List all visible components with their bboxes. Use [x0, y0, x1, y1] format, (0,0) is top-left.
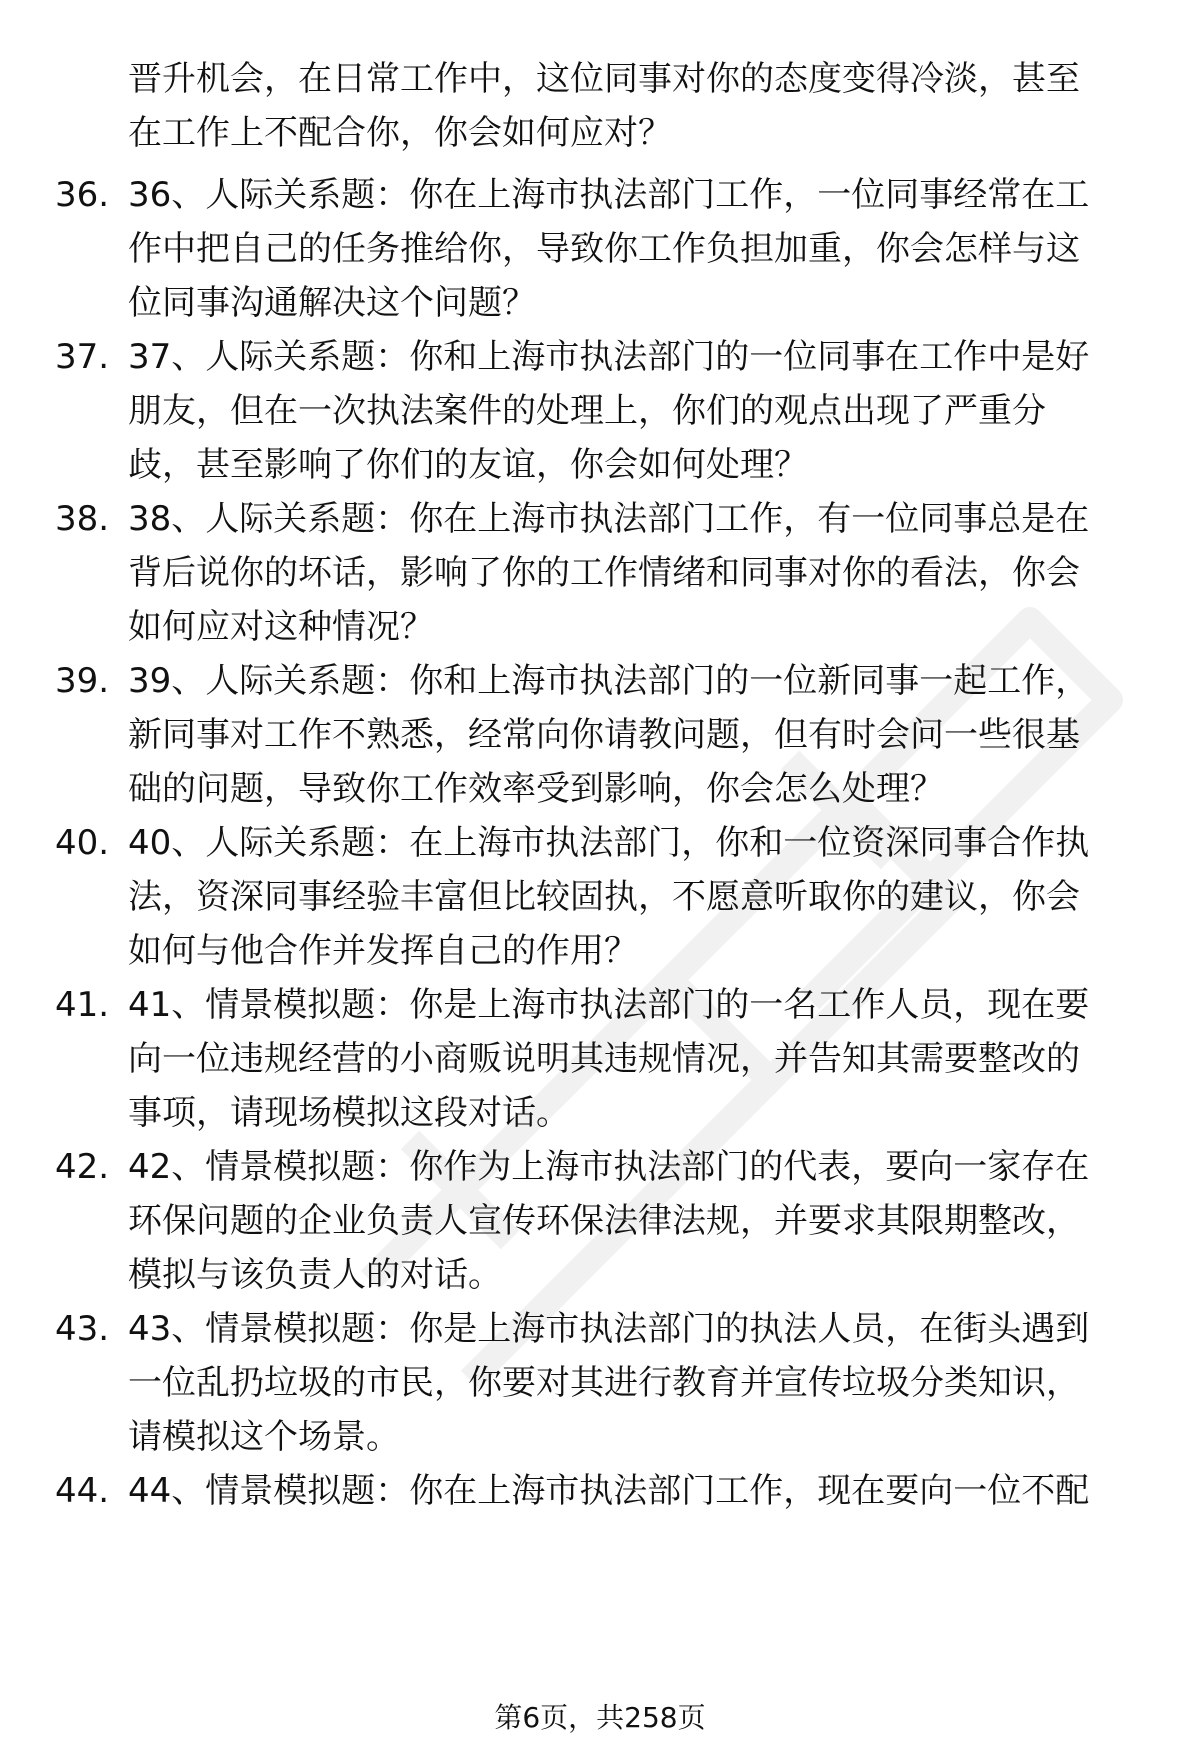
text-line: 晋升机会，在日常工作中，这位同事对你的态度变得冷淡，甚至	[128, 59, 1080, 99]
text-line: 如何与他合作并发挥自己的作用？	[128, 931, 638, 971]
text-line: 朋友，但在一次执法案件的处理上，你们的观点出现了严重分	[128, 391, 1046, 431]
question-text	[128, 978, 1144, 1140]
text-line: 新同事对工作不熟悉，经常向你请教问题，但有时会问一些很基	[128, 715, 1080, 755]
text-line: 37、人际关系题：你和上海市执法部门的一位同事在工作中是好	[128, 337, 1090, 377]
question-text	[128, 168, 1144, 330]
text-line: 模拟与该负责人的对话。	[128, 1255, 502, 1295]
question-number: 43.	[55, 1309, 110, 1349]
text-line: 位同事沟通解决这个问题？	[128, 283, 536, 323]
text-line: 环保问题的企业负责人宣传环保法律法规，并要求其限期整改，	[128, 1201, 1080, 1241]
text-line: 44、情景模拟题：你在上海市执法部门工作，现在要向一位不配	[128, 1471, 1090, 1511]
page-number-footer: 第6页，共258页	[494, 1701, 706, 1734]
text-line: 作中把自己的任务推给你，导致你工作负担加重，你会怎样与这	[128, 229, 1080, 269]
text-line: 38、人际关系题：你在上海市执法部门工作，有一位同事总是在	[128, 499, 1090, 539]
question-text	[128, 330, 1144, 492]
text-line: 43、情景模拟题：你是上海市执法部门的执法人员，在街头遇到	[128, 1309, 1090, 1349]
question-text	[128, 1464, 1144, 1518]
text-line: 36、人际关系题：你在上海市执法部门工作，一位同事经常在工	[128, 175, 1090, 215]
question-text	[128, 1140, 1144, 1302]
text-line: 法，资深同事经验丰富但比较固执，不愿意听取你的建议，你会	[128, 877, 1080, 917]
question-number: 40.	[55, 823, 110, 863]
text-line: 向一位违规经营的小商贩说明其违规情况，并告知其需要整改的	[128, 1039, 1080, 1079]
text-line: 42、情景模拟题：你作为上海市执法部门的代表，要向一家存在	[128, 1147, 1090, 1187]
continuation-body	[128, 52, 1144, 160]
question-number: 38.	[55, 499, 110, 539]
text-line: 如何应对这种情况？	[128, 607, 434, 647]
text-line: 在工作上不配合你，你会如何应对？	[128, 113, 672, 153]
text-line: 请模拟这个场景。	[128, 1417, 400, 1457]
text-line: 事项，请现场模拟这段对话。	[128, 1093, 570, 1133]
question-number: 37.	[55, 337, 110, 377]
question-text	[128, 492, 1144, 654]
question-text	[128, 654, 1144, 816]
question-text	[128, 816, 1144, 978]
question-number: 44.	[55, 1471, 110, 1511]
text-line: 41、情景模拟题：你是上海市执法部门的一名工作人员，现在要	[128, 985, 1090, 1025]
text-line: 39、人际关系题：你和上海市执法部门的一位新同事一起工作，	[128, 661, 1090, 701]
question-text	[128, 1302, 1144, 1464]
text-line: 40、人际关系题：在上海市执法部门，你和一位资深同事合作执	[128, 823, 1090, 863]
text-line: 一位乱扔垃圾的市民，你要对其进行教育并宣传垃圾分类知识，	[128, 1363, 1080, 1403]
text-line: 背后说你的坏话，影响了你的工作情绪和同事对你的看法，你会	[128, 553, 1080, 593]
question-number: 42.	[55, 1147, 110, 1187]
question-number: 39.	[55, 661, 110, 701]
question-number: 41.	[55, 985, 110, 1025]
text-line: 歧，甚至影响了你们的友谊，你会如何处理？	[128, 445, 808, 485]
text-line: 础的问题，导致你工作效率受到影响，你会怎么处理？	[128, 769, 944, 809]
question-number: 36.	[55, 175, 110, 215]
